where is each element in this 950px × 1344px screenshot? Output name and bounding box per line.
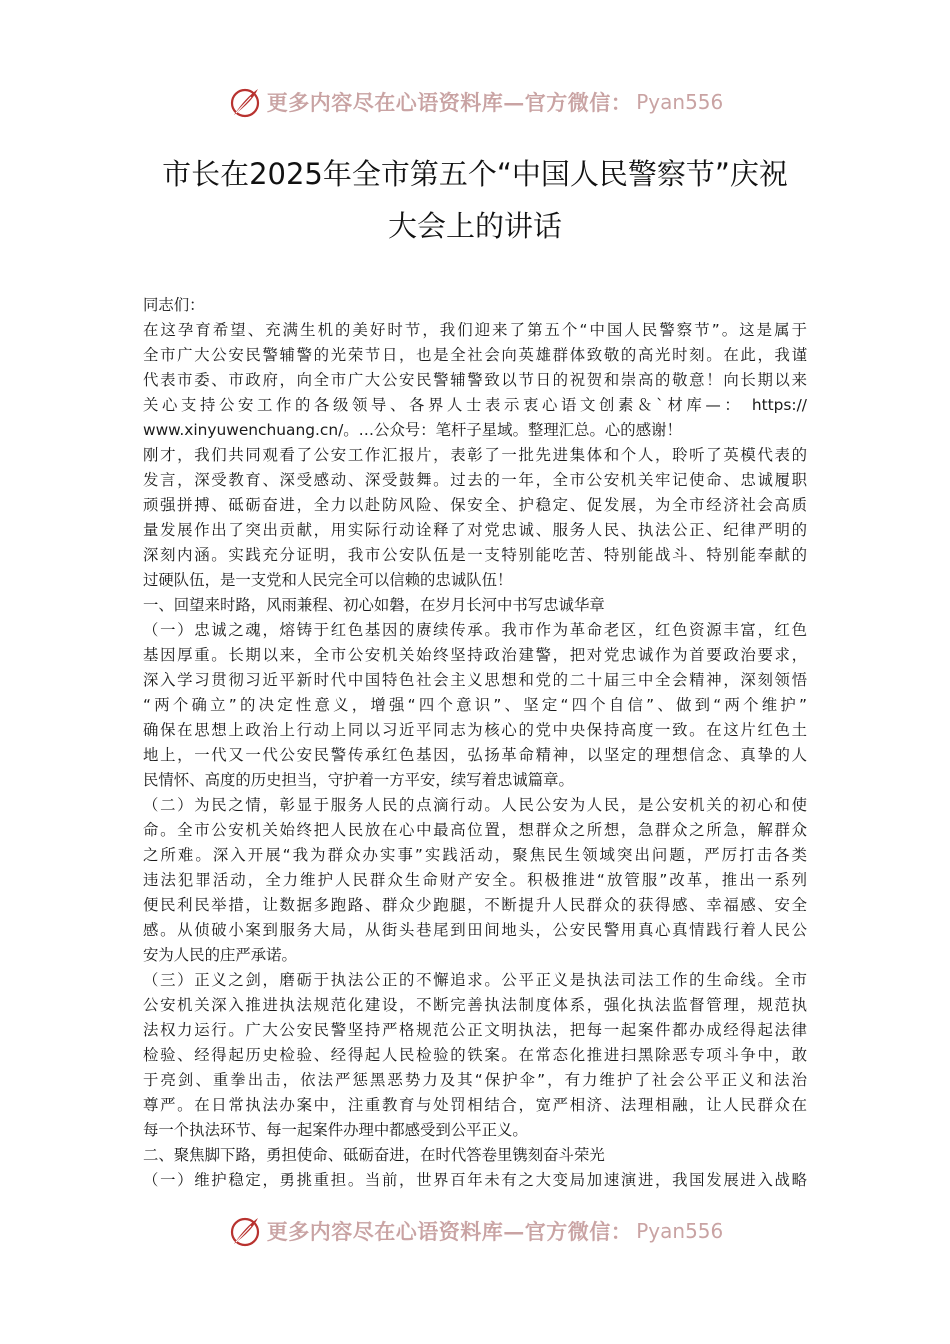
section-heading-2: 二、聚焦脚下路，勇担使命、砥砺奋进，在时代答卷里镌刻奋斗荣光 xyxy=(143,1146,605,1164)
text-line: 过硬队伍，是一支党和人民完全可以信赖的忠诚队伍！ xyxy=(143,571,513,589)
text-line: 深刻内涵。实践充分证明，我市公安队伍是一支特别能吃苦、特别能战斗、特别能奉献的 xyxy=(143,546,807,564)
banner-wechat-id: Pyan556 xyxy=(636,90,724,114)
text-line: 命。全市公安机关始终把人民放在心中最高位置，想群众之所想，急群众之所急，解群众 xyxy=(143,821,807,839)
text-line: 于亮剑、重拳出击，依法严惩黑恶势力及其“保护伞”，有力维护了社会公平正义和法治 xyxy=(143,1071,807,1089)
subsection-1-3 xyxy=(143,968,807,1143)
banner-text: 更多内容尽在心语资料库—官方微信： xyxy=(266,90,633,115)
text-line: 刚才，我们共同观看了公安工作汇报片，表彰了一批先进集体和个人，聆听了英模代表的 xyxy=(143,446,807,464)
text-line: www.xinyuwenchuang.cn/。…公众号：笔杆子星域。整理汇总。心的感谢！ xyxy=(143,421,682,439)
text-line: 关心支持公安工作的各级领导、各界人士表示衷心语文创素＆`材库—： https:// xyxy=(143,396,807,414)
text-line: 安为人民的庄严承诺。 xyxy=(143,946,297,964)
feather-pen-logo-icon xyxy=(227,84,263,120)
text-line: 尊严。在日常执法办案中，注重教育与处罚相结合，宽严相济、法理相融，让人民群众在 xyxy=(143,1096,807,1114)
section-heading-1: 一、回望来时路，风雨兼程、初心如磐，在岁月长河中书写忠诚华章 xyxy=(143,596,605,614)
text-line: 基因厚重。长期以来，全市公安机关始终坚持政治建警，把对党忠诚作为首要政治要求， xyxy=(143,646,807,664)
footer-banner xyxy=(0,1211,950,1251)
text-line: 地上，一代又一代公安民警传承红色基因，弘扬革命精神，以坚定的理想信念、真挚的人 xyxy=(143,746,807,764)
text-line: 代表市委、市政府，向全市广大公安民警辅警致以节日的祝贺和崇高的敬意！向长期以来 xyxy=(143,371,807,389)
subsection-1-2 xyxy=(143,793,807,968)
banner-text: 更多内容尽在心语资料库—官方微信： xyxy=(266,1219,633,1244)
text-line: （三）正义之剑，磨砺于执法公正的不懈追求。公平正义是执法司法工作的生命线。全市 xyxy=(143,971,807,989)
text-line: 量发展作出了突出贡献，用实际行动诠释了对党忠诚、服务人民、执法公正、纪律严明的 xyxy=(143,521,807,539)
header-banner xyxy=(0,82,950,122)
speech-body xyxy=(143,293,807,1193)
feather-pen-logo-icon xyxy=(227,1213,263,1249)
salutation: 同志们： xyxy=(143,296,205,314)
subsection-2-1 xyxy=(143,1168,807,1193)
text-line: 违法犯罪活动，全力维护人民群众生命财产安全。积极推进“放管服”改革，推出一系列 xyxy=(143,871,807,889)
paragraph-review xyxy=(143,443,807,593)
text-line: 便民利民举措，让数据多跑路、群众少跑腿，不断提升人民群众的获得感、幸福感、安全 xyxy=(143,896,807,914)
text-line: “两个确立”的决定性意义，增强“四个意识”、坚定“四个自信”、做到“两个维护” xyxy=(143,696,807,714)
text-line: 法权力运行。广大公安民警坚持严格规范公正文明执法，把每一起案件都办成经得起法律 xyxy=(143,1021,807,1039)
text-line: 顽强拼搏、砥砺奋进，全力以赴防风险、保安全、护稳定、促发展，为全市经济社会高质 xyxy=(143,496,807,514)
text-line: 检验、经得起历史检验、经得起人民检验的铁案。在常态化推进扫黑除恶专项斗争中，敢 xyxy=(143,1046,807,1064)
text-line: 公安机关深入推进执法规范化建设，不断完善执法制度体系，强化执法监督管理，规范执 xyxy=(143,996,807,1014)
text-line: 深入学习贯彻习近平新时代中国特色社会主义思想和党的二十届三中全会精神，深刻领悟 xyxy=(143,671,807,689)
title-line-2: 大会上的讲话 xyxy=(387,209,562,243)
page-title xyxy=(120,148,830,252)
banner-wechat-id: Pyan556 xyxy=(636,1219,724,1243)
text-line: 之所难。深入开展“我为群众办实事”实践活动，聚焦民生领域突出问题，严厉打击各类 xyxy=(143,846,807,864)
text-line: 民情怀、高度的历史担当，守护着一方平安，续写着忠诚篇章。 xyxy=(143,771,574,789)
text-line: （二）为民之情，彰显于服务人民的点滴行动。人民公安为人民，是公安机关的初心和使 xyxy=(143,796,807,814)
text-line: （一）维护稳定，勇挑重担。当前，世界百年未有之大变局加速演进，我国发展进入战略 xyxy=(143,1171,807,1189)
text-line: 感。从侦破小案到服务大局，从街头巷尾到田间地头，公安民警用真心真情践行着人民公 xyxy=(143,921,807,939)
text-line: 每一个执法环节、每一起案件办理中都感受到公平正义。 xyxy=(143,1121,528,1139)
paragraph-opening xyxy=(143,318,807,443)
title-line-1: 市长在2025年全市第五个“中国人民警察节”庆祝 xyxy=(162,157,788,191)
text-line: 发言，深受教育、深受感动、深受鼓舞。过去的一年，全市公安机关牢记使命、忠诚履职 xyxy=(143,471,807,489)
text-line: 确保在思想上政治上行动上同以习近平同志为核心的党中央保持高度一致。在这片红色土 xyxy=(143,721,807,739)
subsection-1-1 xyxy=(143,618,807,793)
text-line: 全市广大公安民警辅警的光荣节日，也是全社会向英雄群体致敬的高光时刻。在此，我谨 xyxy=(143,346,807,364)
text-line: （一）忠诚之魂，熔铸于红色基因的赓续传承。我市作为革命老区，红色资源丰富，红色 xyxy=(143,621,807,639)
text-line: 在这孕育希望、充满生机的美好时节，我们迎来了第五个“中国人民警察节”。这是属于 xyxy=(143,321,807,339)
